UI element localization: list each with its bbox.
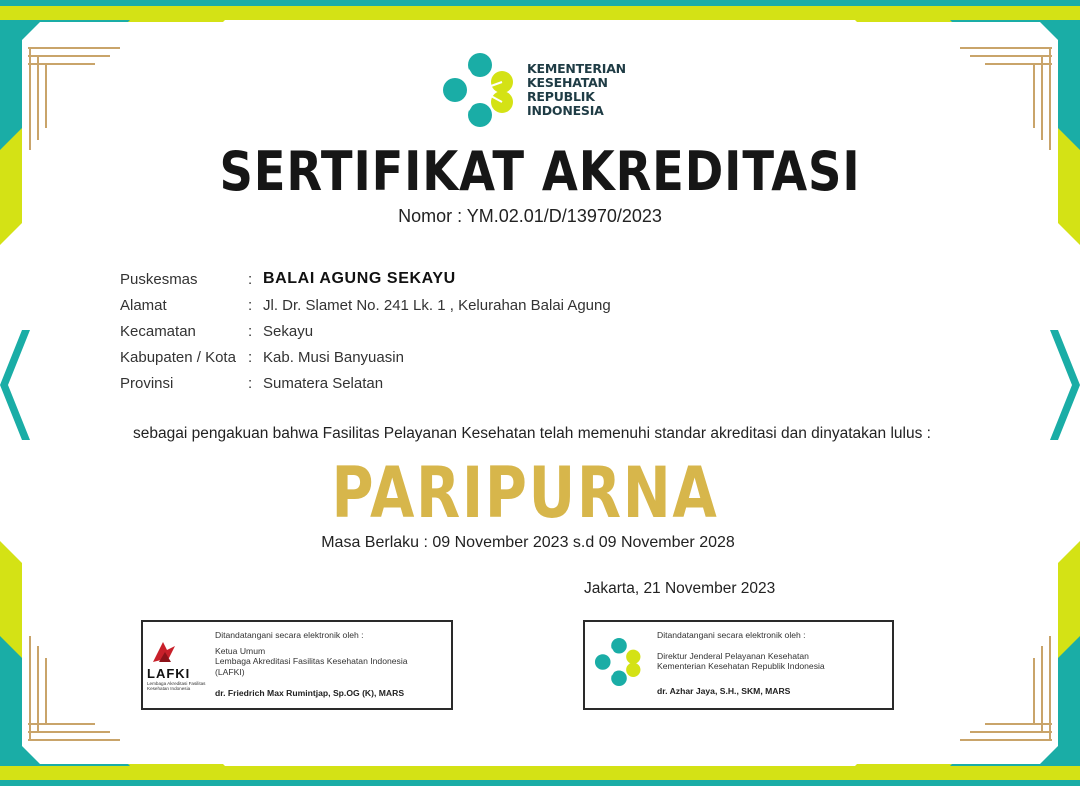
signature-box-lafki [141,620,453,710]
ministry-line: KESEHATAN [527,75,608,90]
signature-heading: Ditandatangani secara elektronik oleh : [215,630,364,640]
lafki-logo-subtitle: Lembaga Akreditasi Fasilitas Kesehatan Indonesia [147,681,206,691]
certificate-number: Nomor : YM.02.01/D/13970/2023 [398,206,662,226]
signature-role: Direktur Jenderal Pelayanan Kesehatan [657,650,809,661]
place-date: Jakarta, 21 November 2023 [584,580,776,597]
info-colon: : [248,374,253,392]
info-label: Provinsi [120,374,174,392]
facility-district: Sekayu [263,322,314,340]
info-row-provinsi [120,370,611,396]
info-label: Alamat [120,296,167,314]
signature-box-dirjen [583,620,894,710]
facility-info [120,266,611,396]
facility-address: Jl. Dr. Slamet No. 241 Lk. 1 , Kelurahan Balai Agung [263,296,611,314]
info-row-alamat [120,292,611,318]
ministry-line: KEMENTERIAN [527,61,626,76]
validity-period: Masa Berlaku : 09 November 2023 s.d 09 November 2028 [321,534,735,551]
signer-name: dr. Friedrich Max Rumintjap, Sp.OG (K), MARS [215,688,405,698]
ministry-line: INDONESIA [527,103,604,118]
info-row-kecamatan [120,318,611,344]
facility-regency: Kab. Musi Banyuasin [263,348,404,366]
signature-heading: Ditandatangani secara elektronik oleh : [657,630,806,640]
info-label: Puskesmas [120,270,198,288]
border-strip-bottom-teal [0,780,1080,786]
facility-name: BALAI AGUNG SEKAYU [263,270,456,287]
info-colon: : [248,348,253,366]
signature-role: Kementerian Kesehatan Republik Indonesia [657,661,825,671]
info-colon: : [248,270,253,288]
signer-name: dr. Azhar Jaya, S.H., SKM, MARS [657,685,791,696]
info-row-puskesmas [120,266,611,292]
certificate-title: SERTIFIKAT AKREDITASI [219,140,861,203]
ministry-line: REPUBLIK [527,89,595,104]
accreditation-result: PARIPURNA [331,452,719,534]
kemenkes-logo-icon [440,50,520,130]
info-label: Kabupaten / Kota [120,348,236,366]
signature-role: Ketua Umum [215,645,266,656]
facility-province: Sumatera Selatan [263,374,384,392]
info-label: Kecamatan [120,322,196,340]
border-strip-top-teal [0,0,1080,6]
lafki-logo-text: LAFKI [147,666,191,681]
signature-role: Lembaga Akreditasi Fasilitas Kesehatan Indonesia [215,656,408,666]
lafki-logo-icon [149,638,179,666]
signature-role: (LAFKI) [215,666,245,677]
info-row-kabupaten [120,344,611,370]
signature-text-lafki [215,630,447,699]
signature-text-dirjen [657,630,889,696]
info-colon: : [248,322,253,340]
info-colon: : [248,296,253,314]
kemenkes-small-logo-icon [593,636,645,688]
ministry-name [527,62,626,118]
accreditation-statement: sebagai pengakuan bahwa Fasilitas Pelayanan Kesehatan telah memenuhi standar akreditasi dan dinyatakan lulus : [133,425,931,442]
